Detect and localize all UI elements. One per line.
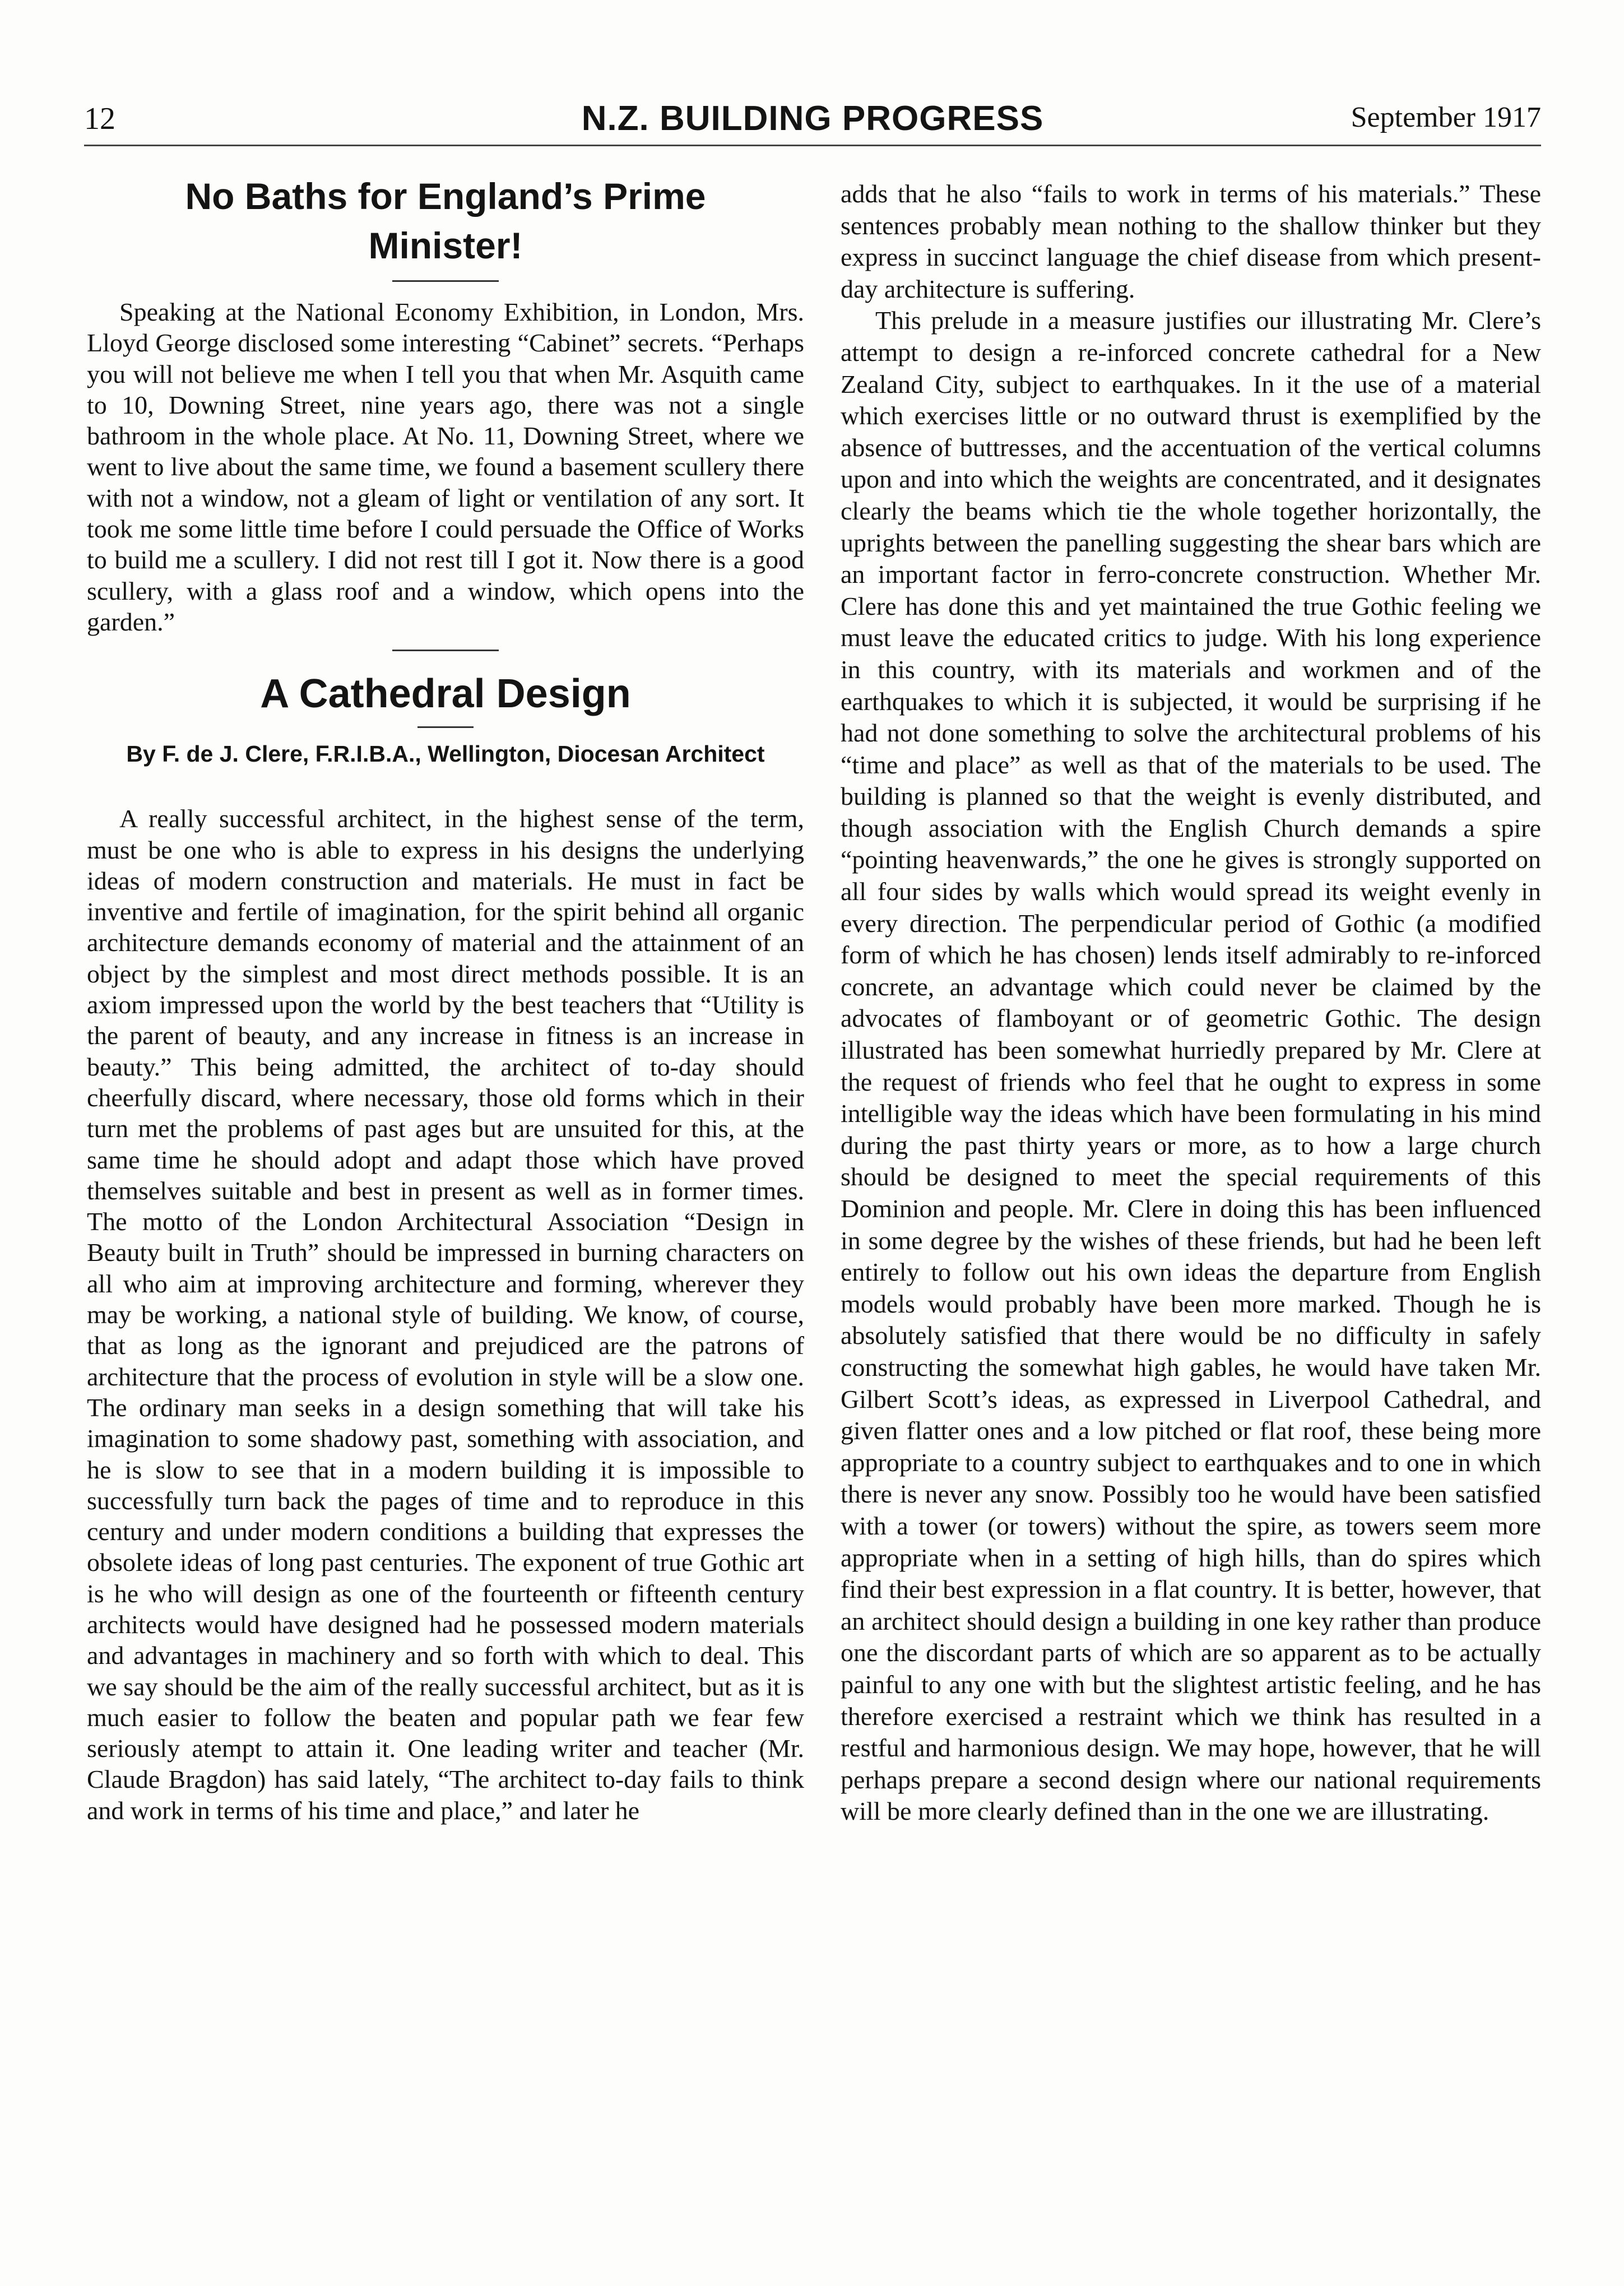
article-title-cathedral: A Cathedral Design [260,671,631,717]
header-rule [84,145,1541,146]
article-body-cathedral-continued: adds that he also “fails to work in terms of his materials.” These sentences probably mean nothing to the shallow thinker but they express in succinct language the chief disease from which present-day architecture is suffering. [841,179,1541,303]
left-column [87,168,804,1826]
article-body-cathedral-right: This prelude in a measure justifies our illustrating Mr. Clere’s attempt to design a re-inforced concrete cathedral for a New Zealand City, subject to earthquakes. In it the use of a material which exercises little or no outward thrust is exemplified by the absence of buttresses, and the accentuation of the vertical columns upon and into which the weights are concentrated, and it designates clearly the beams which tie the whole together horizontally, the uprights between the panelling suggesting the shear bars which are an important factor in ferro-concrete construction. Whether Mr. Clere has done this and yet maintained the true Gothic feeling we must leave the educated critics to judge. With his long experience in this country, with its materials and workmen and of the earthquakes to which it is subjected, it would be surprising if he had not done something to solve the architectural problems of his “time and place” as well as that of the materials to be used. The building is planned so that the weight is evenly distributed, and though association with the English Church demands a spire “pointing heavenwards,” the one he gives is strongly supported on all four sides by walls which would spread its weight evenly in every direction. The perpendicular period of Gothic (a modified form of which he has chosen) lends itself admirably to re-inforced concrete, an advantage which could never be claimed by the advocates of flamboyant or of geometric Gothic. The design illustrated has been somewhat hurriedly prepared by Mr. Clere at the request of friends who feel that he ought to express in some intelligible way the ideas which have been formulating in his mind during the past thirty years or more, as to how a large church should be designed to meet the special requirements of this Dominion and people. Mr. Clere in doing this has been influenced in some degree by the wishes of these friends, but had he been left entirely to follow out his own ideas the departure from English models would probably have been more marked. Though he is absolutely satisfied that there would be no difficulty in safely constructing the somewhat high gables, he would have taken Mr. Gilbert Scott’s ideas, as expressed in Liverpool Cathedral, and given flatter ones and a low pitched or flat roof, these being more appropriate to a country subject to earthquakes and to one in which there is never any snow. Possibly too he would have been satisfied with a tower (or towers) without the spire, as towers seem more appropriate when in a setting of high hills, than do spires which find their best expression in a flat country. It is better, however, that an architect should design a building in one key rather than produce one the discordant parts of which are so apparent as to be actually painful to any one with but the slightest artistic feeling, and he has therefore exercised a restraint which we think has resulted in a restful and harmonious design. We may hope, however, that he will perhaps prepare a second design where our national requirements will be more clearly defined than in the one we are illustrating. [841,306,1541,1826]
title-divider [392,280,499,282]
issue-date: September 1917 [1351,101,1541,133]
page-number: 12 [84,101,115,136]
article-body-cathedral-left: A really successful architect, in the highest sense of the term, must be one who is able to express in his designs the underlying ideas of modern construction and materials. He must in fact be inventive and fertile of imagination, for the spirit behind all organic architecture demands economy of material and the attainment of an object by the simplest and most direct methods possible. It is an axiom impressed upon the world by the best teachers that “Utility is the parent of beauty, and any increase in fitness is an increase in beauty.” This being admitted, the architect of to-day should cheerfully discard, where necessary, those old forms which in their turn met the problems of past ages but are unsuited for this, at the same time he should adopt and adapt those which have proved themselves suitable and best in present as well as in former times. The motto of the London Architectural Association “Design in Beauty built in Truth” should be impressed in burning characters on all who aim at improving architecture and forming, wherever they may be working, a national style of building. We know, of course, that as long as the ignorant and prejudiced are the patrons of architecture that the process of evolution in style will be a slow one. The ordinary man seeks in a design something that will take his imagination to some shadowy past, something with association, and he is slow to see that in a modern building it is impossible to successfully turn back the pages of time and to reproduce in this century and under modern conditions a building that expresses the obsolete ideas of long past centuries. The exponent of true Gothic art is he who will design as one of the fourteenth or fifteenth century architects would have designed had he possessed modern materials and advantages in machinery and so forth with which to deal. This we say should be the aim of the really successful architect, but as it is much easier to follow the beaten and popular path we fear few seriously atempt to attain it. One leading writer and teacher (Mr. Claude Bragdon) has said lately, “The architect to-day fails to think and work in terms of his time and place,” and later he [87,804,804,1825]
journal-title: N.Z. BUILDING PROGRESS [581,99,1044,138]
title-divider [417,726,474,728]
article-title-baths: No Baths for England’s Prime Minister! [185,175,706,266]
article-divider [392,650,499,651]
byline: By F. de J. Clere, F.R.I.B.A., Wellington, Diocesan Architect [126,741,765,767]
article-body-baths: Speaking at the National Economy Exhibition, in London, Mrs. Lloyd George disclosed some interesting “Cabinet” secrets. “Perhaps you will not believe me when I tell you that when Mr. Asquith came to 10, Downing Street, nine years ago, there was not a single bathroom in the whole place. At No. 11, Downing Street, where we went to live about the same time, we found a basement scullery there with not a window, not a gleam of light or ventilation of any sort. It took me some little time before I could persuade the Office of Works to build me a scullery. I did not rest till I got it. Now there is a good scullery, with a glass roof and a window, which opens into the garden.” [87,298,804,636]
right-column [841,178,1541,1828]
running-head [84,99,1541,146]
